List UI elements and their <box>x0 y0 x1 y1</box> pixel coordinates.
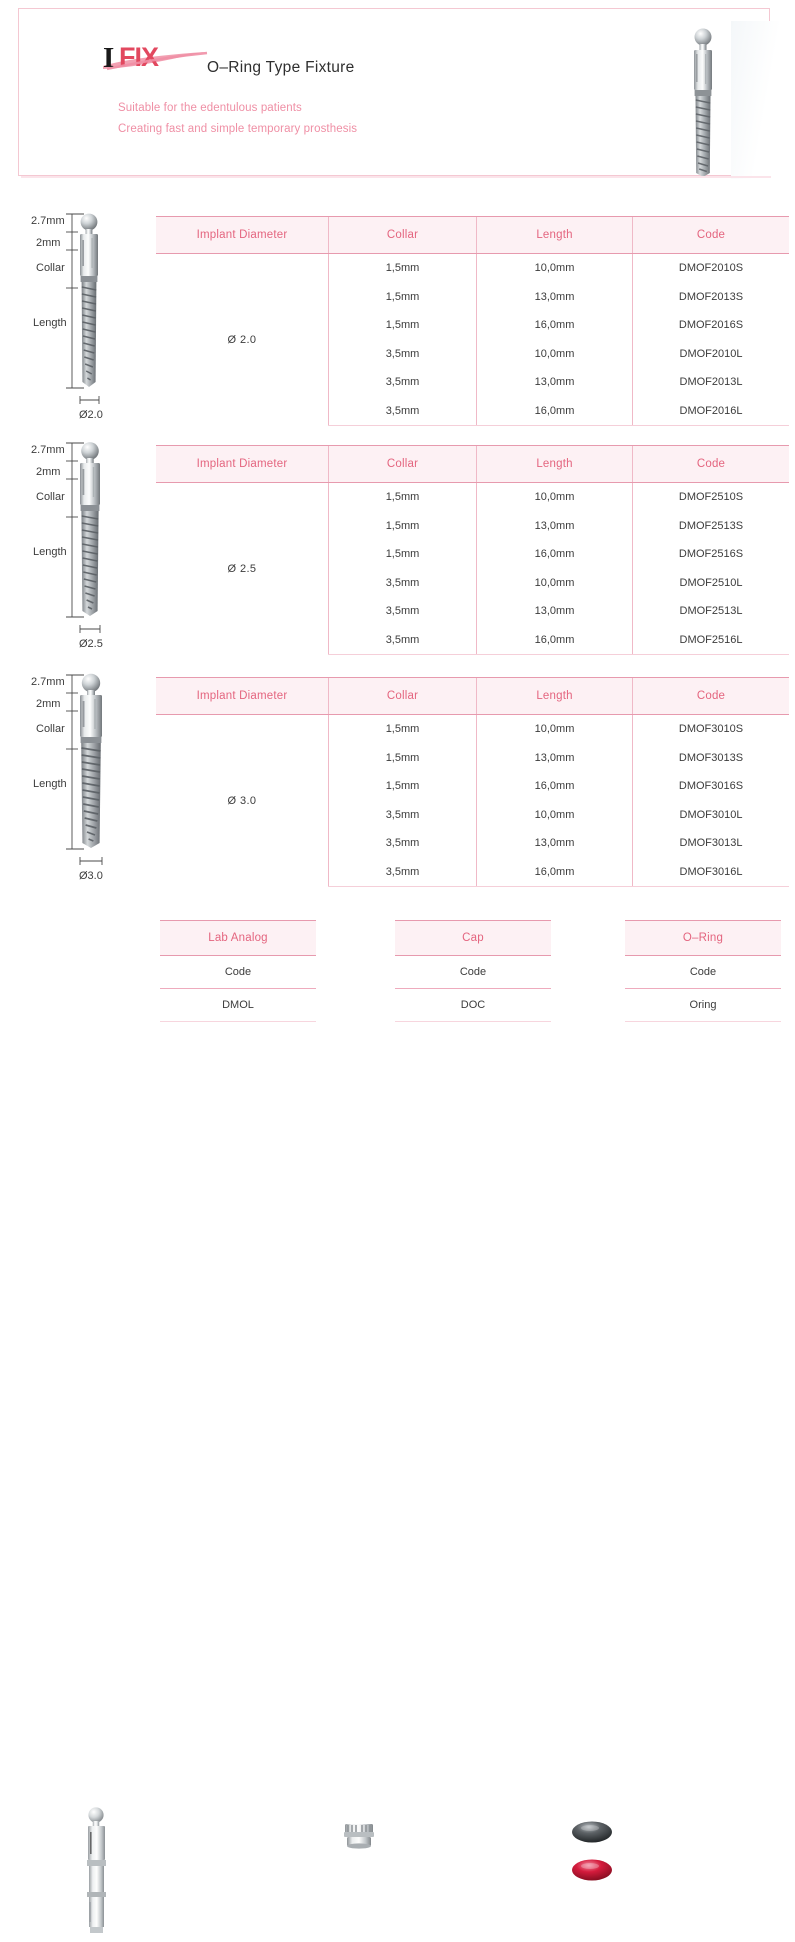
svg-text:2mm: 2mm <box>36 237 61 249</box>
svg-text:Collar: Collar <box>36 491 65 503</box>
svg-text:Length: Length <box>33 778 67 790</box>
cell-collar: 3,5mm <box>329 829 477 858</box>
cell-length: 13,0mm <box>477 829 633 858</box>
cell-code: DMOF2510S <box>633 483 790 512</box>
accessory-code-value: Oring <box>625 989 781 1022</box>
accessory-title: Cap <box>395 921 551 956</box>
implant-diagram-d30 <box>22 669 152 885</box>
cell-collar: 3,5mm <box>329 626 477 655</box>
accessory-row-value <box>160 989 316 1022</box>
cell-collar: 3,5mm <box>329 801 477 830</box>
cell-length: 10,0mm <box>477 801 633 830</box>
cell-code: DMOF2016L <box>633 397 790 426</box>
diameter-caption: Ø2.0 <box>79 409 103 421</box>
cell-length: 10,0mm <box>477 340 633 369</box>
accessory-header-row <box>395 921 551 956</box>
cell-code: DMOF2016S <box>633 311 790 340</box>
accessory-table-cap <box>395 920 551 1022</box>
th-implant-diameter: Implant Diameter <box>156 217 329 254</box>
th-length: Length <box>477 678 633 715</box>
accessory-row-value <box>625 989 781 1022</box>
cell-code: DMOF2010S <box>633 254 790 283</box>
accessory-code-label: Code <box>395 956 551 989</box>
oring-red-icon <box>572 1860 612 1881</box>
cell-length: 10,0mm <box>477 483 633 512</box>
accessory-header-row <box>625 921 781 956</box>
cell-collar: 1,5mm <box>329 254 477 283</box>
cell-length: 10,0mm <box>477 715 633 744</box>
accessory-row-label <box>625 956 781 989</box>
cell-length: 13,0mm <box>477 744 633 773</box>
accessory-code-value: DOC <box>395 989 551 1022</box>
th-code: Code <box>633 217 790 254</box>
accessory-title: O–Ring <box>625 921 781 956</box>
cell-length: 13,0mm <box>477 368 633 397</box>
cell-length: 10,0mm <box>477 569 633 598</box>
cell-code: DMOF3016S <box>633 772 790 801</box>
svg-text:2mm: 2mm <box>36 698 61 710</box>
cell-collar: 1,5mm <box>329 772 477 801</box>
diameter-caption: Ø2.5 <box>79 638 103 650</box>
cell-length: 16,0mm <box>477 772 633 801</box>
cell-collar: 1,5mm <box>329 744 477 773</box>
svg-text:2.7mm: 2.7mm <box>31 444 65 456</box>
cell-collar: 1,5mm <box>329 540 477 569</box>
cell-collar: 1,5mm <box>329 715 477 744</box>
accessory-code-label: Code <box>625 956 781 989</box>
th-collar: Collar <box>329 217 477 254</box>
cell-code: DMOF2516L <box>633 626 790 655</box>
cell-collar: 3,5mm <box>329 340 477 369</box>
cell-length: 10,0mm <box>477 254 633 283</box>
cell-code: DMOF2010L <box>633 340 790 369</box>
cell-code: DMOF2510L <box>633 569 790 598</box>
accessory-table-lab-analog <box>160 920 316 1022</box>
cell-length: 16,0mm <box>477 858 633 887</box>
ifix-logo <box>101 39 211 79</box>
accessory-title: Lab Analog <box>160 921 316 956</box>
cell-collar: 1,5mm <box>329 483 477 512</box>
th-collar: Collar <box>329 678 477 715</box>
svg-text:2mm: 2mm <box>36 466 61 478</box>
cell-code: DMOF3010S <box>633 715 790 744</box>
header-panel <box>18 8 770 176</box>
header-implant-photo <box>677 23 737 179</box>
cell-collar: 1,5mm <box>329 311 477 340</box>
cell-code: DMOF2513L <box>633 597 790 626</box>
accessory-table-oring <box>625 920 781 1022</box>
cell-code: DMOF2013L <box>633 368 790 397</box>
cell-collar: 1,5mm <box>329 512 477 541</box>
th-collar: Collar <box>329 446 477 483</box>
th-length: Length <box>477 446 633 483</box>
implant-diagram-d25 <box>22 437 152 653</box>
accessory-code-value: DMOL <box>160 989 316 1022</box>
lab-analog-icon <box>68 1802 128 1942</box>
svg-text:Collar: Collar <box>36 262 65 274</box>
cell-collar: 3,5mm <box>329 569 477 598</box>
th-implant-diameter: Implant Diameter <box>156 446 329 483</box>
cell-diameter: Ø 3.0 <box>156 715 329 887</box>
tagline-primary: Suitable for the edentulous patients <box>118 102 302 114</box>
svg-text:FIX: FIX <box>119 42 159 72</box>
cell-code: DMOF2013S <box>633 283 790 312</box>
cell-code: DMOF3013S <box>633 744 790 773</box>
accessory-header-row <box>160 921 316 956</box>
page-title: O–Ring Type Fixture <box>207 59 355 76</box>
accessory-row-value <box>395 989 551 1022</box>
table-row <box>156 483 789 512</box>
implant-diagram-d20 <box>22 208 152 424</box>
svg-text:2.7mm: 2.7mm <box>31 215 65 227</box>
svg-text:Collar: Collar <box>36 723 65 735</box>
cell-code: DMOF3016L <box>633 858 790 887</box>
table-header-row <box>156 217 789 254</box>
th-code: Code <box>633 446 790 483</box>
tagline-secondary: Creating fast and simple temporary prosthesis <box>118 123 358 135</box>
accessory-code-label: Code <box>160 956 316 989</box>
header-photo-backdrop <box>731 21 787 179</box>
svg-text:Length: Length <box>33 546 67 558</box>
cell-length: 13,0mm <box>477 512 633 541</box>
cell-diameter: Ø 2.0 <box>156 254 329 426</box>
th-code: Code <box>633 678 790 715</box>
cell-code: DMOF2516S <box>633 540 790 569</box>
cell-code: DMOF3013L <box>633 829 790 858</box>
diameter-caption: Ø3.0 <box>79 870 103 882</box>
table-row <box>156 254 789 283</box>
svg-text:I: I <box>103 42 115 74</box>
oring-dark-icon <box>572 1822 612 1843</box>
cell-diameter: Ø 2.5 <box>156 483 329 655</box>
cell-collar: 3,5mm <box>329 858 477 887</box>
cell-collar: 1,5mm <box>329 283 477 312</box>
oring-icons-group <box>562 1818 622 1890</box>
th-implant-diameter: Implant Diameter <box>156 678 329 715</box>
cell-collar: 3,5mm <box>329 397 477 426</box>
accessory-row-label <box>160 956 316 989</box>
cell-code: DMOF2513S <box>633 512 790 541</box>
cell-code: DMOF3010L <box>633 801 790 830</box>
accessory-row-label <box>395 956 551 989</box>
cell-collar: 3,5mm <box>329 597 477 626</box>
cell-length: 16,0mm <box>477 626 633 655</box>
svg-text:Length: Length <box>33 317 67 329</box>
spec-table-d25 <box>156 445 789 655</box>
cell-length: 16,0mm <box>477 311 633 340</box>
table-row <box>156 715 789 744</box>
cell-length: 16,0mm <box>477 397 633 426</box>
spec-table-d20 <box>156 216 789 426</box>
cell-length: 16,0mm <box>477 540 633 569</box>
cap-icon <box>338 1820 380 1854</box>
cell-length: 13,0mm <box>477 283 633 312</box>
svg-text:2.7mm: 2.7mm <box>31 676 65 688</box>
accessory-row <box>0 900 795 1047</box>
table-header-row <box>156 678 789 715</box>
th-length: Length <box>477 217 633 254</box>
table-header-row <box>156 446 789 483</box>
cell-collar: 3,5mm <box>329 368 477 397</box>
spec-table-d30 <box>156 677 789 887</box>
cell-length: 13,0mm <box>477 597 633 626</box>
